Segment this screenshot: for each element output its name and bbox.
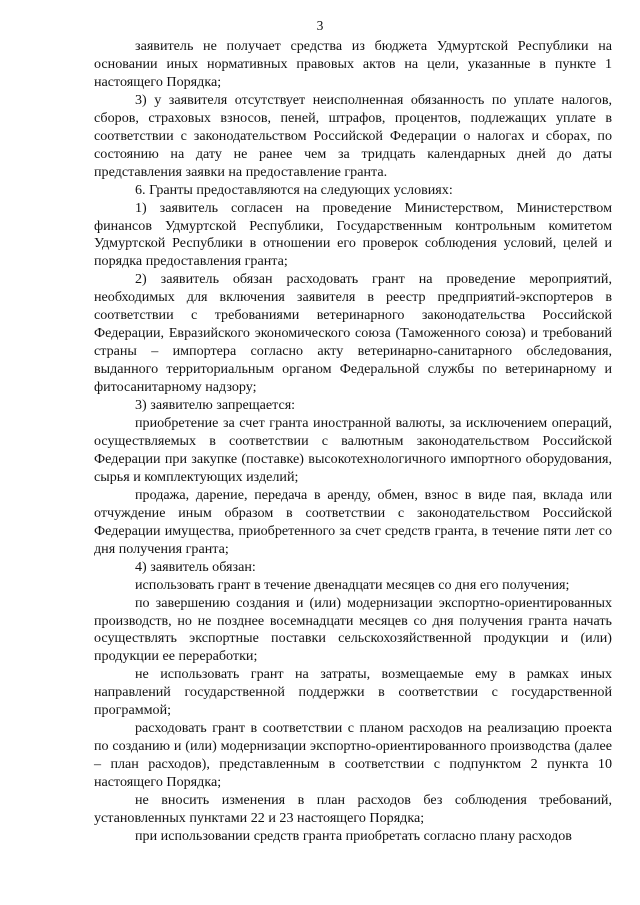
paragraph: использовать грант в течение двенадцати месяцев со дня его получения; xyxy=(135,576,570,593)
paragraph: 3) заявителю запрещается: xyxy=(135,397,296,414)
paragraph: приобретение за счет гранта иностранной валюты, за исключением операций, осуществляемых в соответствии с валютным законодательством Российской Федерации при закупке (поставке) высокотехнологичного импортного оборудования, сырья и комплектующих изделий; xyxy=(94,415,612,485)
paragraph: при использовании средств гранта приобретать согласно плану расходов xyxy=(135,827,572,844)
paragraph: 4) заявитель обязан: xyxy=(135,558,256,575)
paragraph: 6. Гранты предоставляются на следующих условиях: xyxy=(135,181,453,198)
paragraph: расходовать грант в соответствии с планом расходов на реализацию проекта по созданию и (или) модернизации экспортно-ориентированного производства (далее – план расходов), представленным в соответствии с подпунктом 2 пункта 10 настоящего Порядка; xyxy=(94,720,612,791)
paragraph: по завершению создания и (или) модернизации экспортно-ориентированных производств, но не позднее восемнадцати месяцев со дня получения гранта начать осуществлять экспортные поставки сельскохозяйственной продукции и (или) продукции ее переработки; xyxy=(94,594,612,665)
paragraph: продажа, дарение, передача в аренду, обмен, взнос в виде пая, вклада или отчуждение иным образом в соответствии с законодательством Российской Федерации имущества, приобретенного за счет средств гранта, в течение пяти лет со дня получения гранта; xyxy=(94,486,612,557)
paragraph: 1) заявитель согласен на проведение Министерством, Министерством финансов Удмуртской Республики, Государственным контрольным комитетом Удмуртской Республики в отношении его проверок соблюдения условий, целей и порядка предоставления гранта; xyxy=(94,199,612,270)
paragraph: 3) у заявителя отсутствует неисполненная обязанность по уплате налогов, сборов, страховых взносов, пеней, штрафов, процентов, подлежащих уплате в соответствии с законодательством Российской Федерации о налогах и сборах, по состоянию на дату не ранее чем за тридцать календарных дней до даты представления заявки на предоставление гранта. xyxy=(94,91,612,180)
paragraph: 2) заявитель обязан расходовать грант на проведение мероприятий, необходимых для включения заявителя в реестр предприятий-экспортеров в соответствии с требованиями ветеринарного законодательства Российской Федерации, Евразийского экономического союза (Таможенного союза) и требований страны – импортера согласно акту ветеринарно-санитарного обследования, выданного территориальным органом Федеральной службы по ветеринарному и фитосанитарному надзору; xyxy=(94,271,612,396)
paragraph: заявитель не получает средства из бюджета Удмуртской Республики на основании иных нормативных правовых актов на цели, указанные в пункте 1 настоящего Порядка; xyxy=(94,38,612,90)
document-body xyxy=(94,38,612,846)
paragraph: не вносить изменения в план расходов без соблюдения требований, установленных пунктами 22 и 23 настоящего Порядка; xyxy=(94,792,612,826)
paragraph: не использовать грант на затраты, возмещаемые ему в рамках иных направлений государственной поддержки в соответствии с государственной программой; xyxy=(94,666,612,719)
page-number: 3 xyxy=(316,18,324,33)
